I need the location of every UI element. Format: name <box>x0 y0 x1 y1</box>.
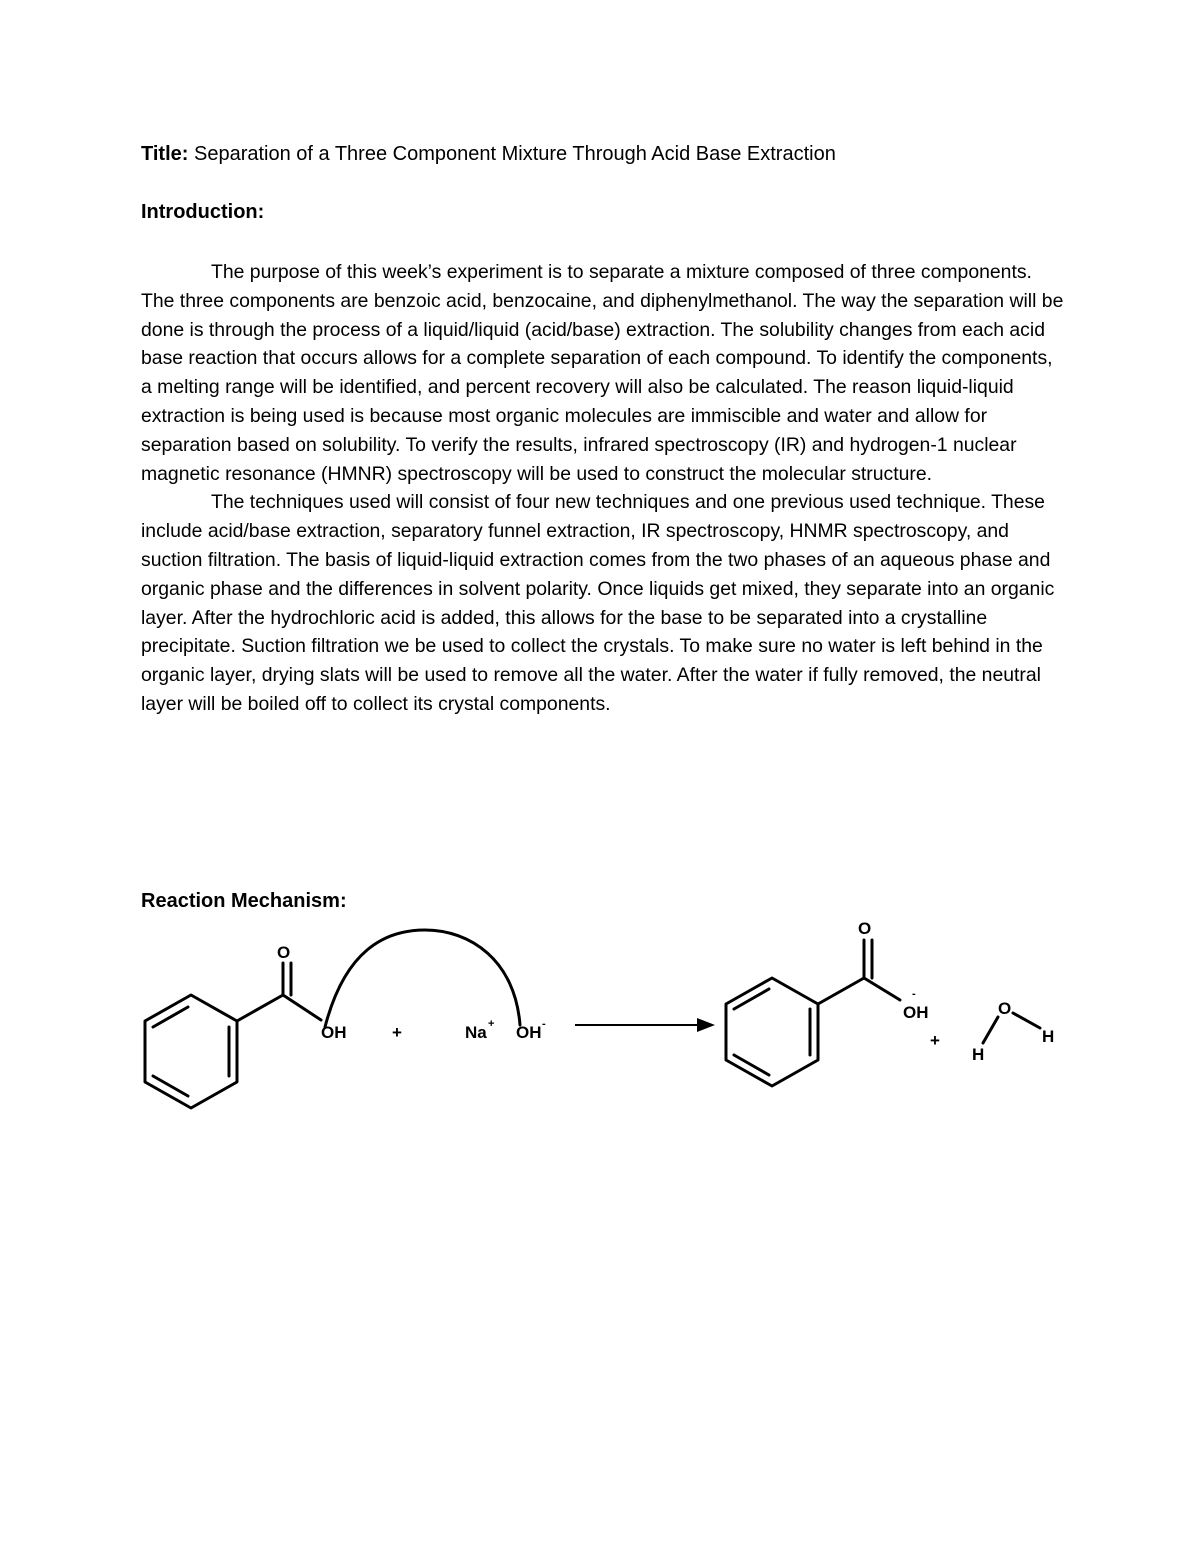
title-label: Title: <box>141 143 189 165</box>
title-text: Separation of a Three Component Mixture Through Acid Base Extraction <box>193 143 836 165</box>
water-hydrogen-right: H <box>1042 1027 1055 1046</box>
product-ring <box>726 978 818 1086</box>
hydroxide-charge: - <box>542 1018 546 1030</box>
introduction-heading: Introduction: <box>141 201 265 223</box>
document-title <box>141 143 836 166</box>
benzoic-acid-hydroxyl: OH <box>321 1023 347 1042</box>
curved-mechanism-arrow <box>325 930 520 1027</box>
sodium-ion: Na <box>465 1023 487 1042</box>
water-oxygen: O <box>998 999 1012 1018</box>
introduction-paragraph-1: The purpose of this week’s experiment is to separate a mixture composed of three components. The three components are benzoic acid, benzocaine, and diphenylmethanol. The way the separation will be done is through the process of a liquid/liquid (acid/base) extraction. The solubility changes from each acid base reaction that occurs allows for a complete separation of each compound. To identify the components, a melting range will be identified, and percent recovery will also be calculated. The reason liquid-liquid extraction is being used is because most organic molecules are immiscible and water and allow for separation based on solubility. To verify the results, infrared spectroscopy (IR) and hydrogen-1 nuclear magnetic resonance (HMNR) spectroscopy will be used to construct the molecular structure. <box>141 261 1064 485</box>
water-bond-right <box>1013 1013 1040 1028</box>
reaction-arrow-head <box>697 1018 715 1032</box>
reaction-mechanism-heading: Reaction Mechanism: <box>141 890 347 912</box>
product-oxide: OH <box>903 1003 929 1022</box>
benzoic-acid-carbonyl-bond <box>237 995 283 1021</box>
water-hydrogen-left: H <box>972 1045 985 1064</box>
plus-sign-2: + <box>930 1031 940 1050</box>
hydroxide-ion: OH <box>516 1023 542 1042</box>
water-bond-left <box>983 1017 998 1043</box>
benzoic-acid-carbonyl-oxygen: O <box>277 943 291 962</box>
introduction-body <box>141 258 1066 719</box>
introduction-paragraph-2: The techniques used will consist of four new techniques and one previous used technique. These include acid/base extraction, separatory funnel extraction, IR spectroscopy, HNMR spectroscopy, and suction filtration. The basis of liquid-liquid extraction comes from the two phases of an aqueous phase and organic phase and the differences in solvent polarity. Once liquids get mixed, they separate into an organic layer. After the hydrochloric acid is added, this allows for the base to be separated into a crystalline precipitate. Suction filtration we be used to collect the crystals. To make sure no water is left behind in the organic layer, drying slats will be used to remove all the water. After the water if fully removed, the neutral layer will be boiled off to collect its crystal components. <box>141 491 1055 715</box>
benzoic-acid-ring <box>145 995 237 1108</box>
reaction-mechanism-diagram <box>0 900 1200 1130</box>
plus-sign-1: + <box>392 1023 402 1042</box>
sodium-charge: + <box>488 1018 495 1030</box>
product-oxide-charge: - <box>912 988 916 1000</box>
product-carbonyl-oxygen: O <box>858 919 872 938</box>
